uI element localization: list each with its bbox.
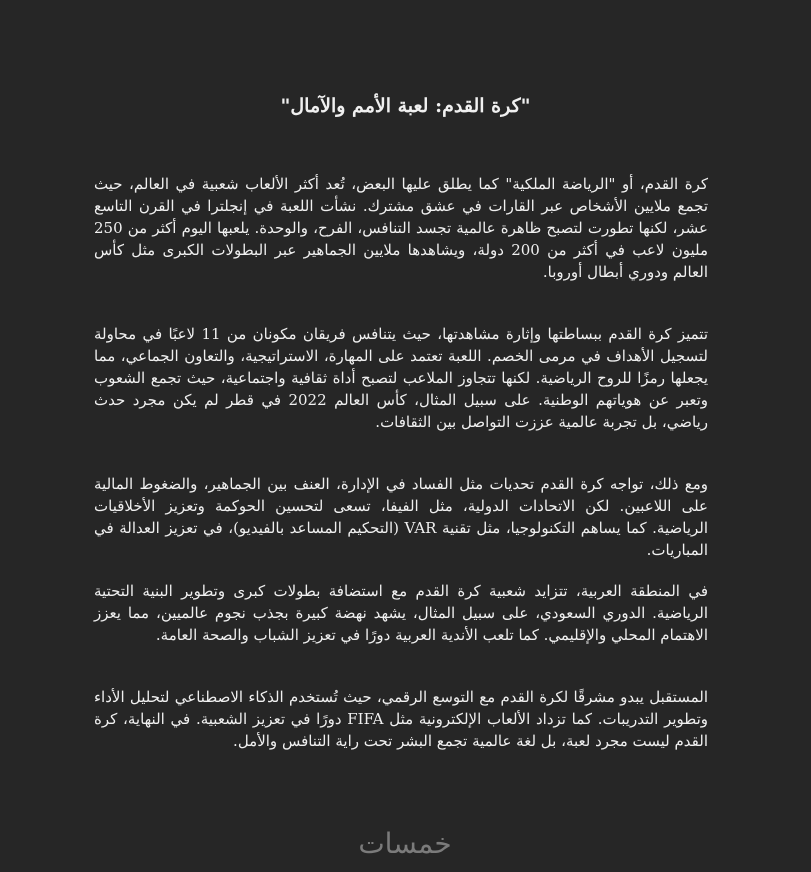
paragraph-2: تتميز كرة القدم ببساطتها وإثارة مشاهدتها، حيث يتنافس فريقان مكونان من 11 لاعبًا في محاولة لتسجيل الأهداف في مرمى الخصم. اللعبة تعتمد على المهارة، الاستراتيجية، والتعاون الجماعي، مما يجعلها رمزًا للروح الرياضية. لكنها تتجاوز الملاعب لتصبح أداة ثقافية واجتماعية، حيث تجمع الشعوب وتعبر عن هوياتهم الوطنية. على سبيل المثال، كأس العالم 2022 في قطر لم يكن مجرد حدث رياضي، بل تجربة عالمية عززت التواصل بين الثقافات. [94, 325, 708, 431]
document-title: "كرة القدم: لعبة الأمم والآمال" [280, 95, 531, 117]
paragraph-3: ومع ذلك، تواجه كرة القدم تحديات مثل الفساد في الإدارة، العنف بين الجماهير، والضغوط المالية على اللاعبين. لكن الاتحادات الدولية، مثل الفيفا، تسعى لتحسين الحوكمة وتعزيز الأخلاقيات الرياضية. كما يساهم التكنولوجيا، مثل تقنية VAR (التحكيم المساعد بالفيديو)، في تعزيز العدالة في المباريات. [94, 475, 709, 559]
paragraph-1: كرة القدم، أو "الرياضة الملكية" كما يطلق عليها البعض، تُعد أكثر الألعاب شعبية في العالم، حيث تجمع ملايين الأشخاص عبر القارات في عشق مشترك. نشأت اللعبة في إنجلترا في القرن التاسع عشر، لكنها تطورت لتصبح ظاهرة عالمية تجسد التنافس، الفرح، والوحدة. يلعبها اليوم أكثر من 250 مليون لاعب في أكثر من 200 دولة، ويشاهدها ملايين الجماهير عبر البطولات الكبرى مثل كأس العالم ودوري أبطال أوروبا. [94, 175, 708, 281]
paragraph-5: المستقبل يبدو مشرقًا لكرة القدم مع التوسع الرقمي، حيث تُستخدم الذكاء الاصطناعي لتحليل الأداء وتطوير التدريبات. كما تزداد الألعاب الإلكترونية مثل FIFA دورًا في تعزيز الشعبية. في النهاية، كرة القدم ليست مجرد لعبة، بل لغة عالمية تجمع البشر تحت راية التنافس والأمل. [94, 688, 708, 750]
paragraph-4: في المنطقة العربية، تتزايد شعبية كرة القدم مع استضافة بطولات كبرى وتطوير البنية التحتية الرياضية. الدوري السعودي، على سبيل المثال، يشهد نهضة كبيرة بجذب نجوم عالميين، مما يعزز الاهتمام المحلي والإقليمي. كما تلعب الأندية العربية دورًا في تعزيز الشباب والصحة العامة. [94, 582, 708, 644]
khamsat-watermark-logo: خمسات [358, 827, 452, 860]
